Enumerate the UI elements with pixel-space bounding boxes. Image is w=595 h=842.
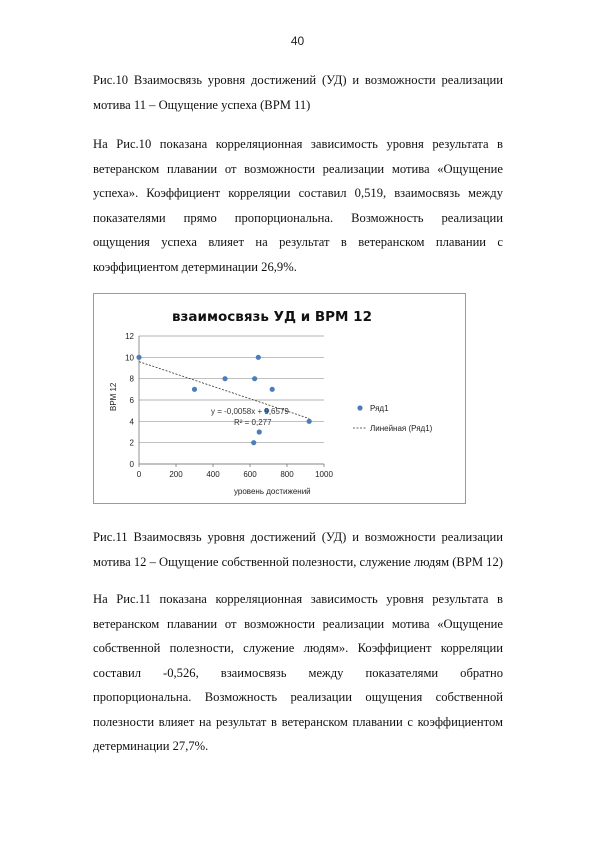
y-tick-label: 0 (129, 460, 134, 469)
legend-series-label: Ряд1 (370, 404, 389, 413)
figure-11-paragraph: На Рис.11 показана корреляционная зависимость уровня результата в ветеранском плавании от возможности реализации мотива «Ощущение собственной полезности, служение людям». Коэффициент корреляции составил -0,526, взаимосвязь между показателями обратно пропорциональна. Возможность реализации ощущения собственной полезности влияет на результат в ветеранском плавании с коэффициентом детерминации 27,7%. (93, 592, 503, 753)
data-point (252, 376, 257, 381)
x-tick-label: 400 (206, 470, 220, 479)
x-axis-label: уровень достижений (234, 487, 311, 496)
chart-title: взаимосвязь УД и ВРМ 12 (172, 309, 372, 325)
trendline-equation: y = -0,0058x + 9,6579 (211, 407, 289, 416)
x-tick-label: 600 (243, 470, 257, 479)
r-squared-label: R² = 0,277 (234, 418, 272, 427)
figure-10-paragraph: На Рис.10 показана корреляционная зависимость уровня результата в ветеранском плавании от возможности реализации мотива «Ощущение успеха». Коэффициент корреляции составил 0,519, взаимосвязь между показателями прямо пропорциональна. Возможность реализации ощущения успеха влияет на результат в ветеранском плавании с коэффициентом детерминации 26,9%. (93, 137, 503, 274)
scatter-chart (94, 294, 467, 505)
x-tick-label: 1000 (315, 470, 333, 479)
x-tick-label: 800 (280, 470, 294, 479)
data-point (222, 376, 227, 381)
data-point (136, 355, 141, 360)
data-point (257, 429, 262, 434)
figure-11-chart (93, 293, 466, 504)
grid-lines (139, 336, 324, 464)
y-axis-label: ВРМ 12 (109, 382, 118, 411)
x-tick-labels (137, 464, 334, 479)
data-point (192, 387, 197, 392)
x-tick-label: 0 (136, 470, 142, 479)
y-tick-label: 12 (125, 332, 134, 341)
y-tick-label: 4 (129, 417, 134, 427)
legend-trendline-label: Линейная (Ряд1) (370, 424, 433, 433)
y-tick-label: 10 (125, 353, 134, 363)
data-point (256, 355, 261, 360)
x-tick-label: 200 (169, 470, 183, 479)
figure-10-caption: Рис.10 Взаимосвязь уровня достижений (УД) и возможности реализации мотива 11 – Ощущение успеха (ВРМ 11) (93, 73, 503, 112)
y-tick-labels (125, 332, 134, 469)
y-tick-label: 8 (129, 374, 134, 384)
figure-11-caption: Рис.11 Взаимосвязь уровня достижений (УД) и возможности реализации мотива 12 – Ощущение собственной полезности, служение людям (ВРМ 12) (93, 530, 503, 569)
y-tick-label: 6 (129, 396, 134, 405)
legend-marker (357, 405, 362, 410)
data-point (307, 419, 312, 424)
legend (353, 404, 433, 433)
data-point (270, 387, 275, 392)
page-number: 40 (290, 34, 305, 48)
y-tick-label: 2 (129, 438, 134, 448)
data-point (251, 440, 256, 445)
